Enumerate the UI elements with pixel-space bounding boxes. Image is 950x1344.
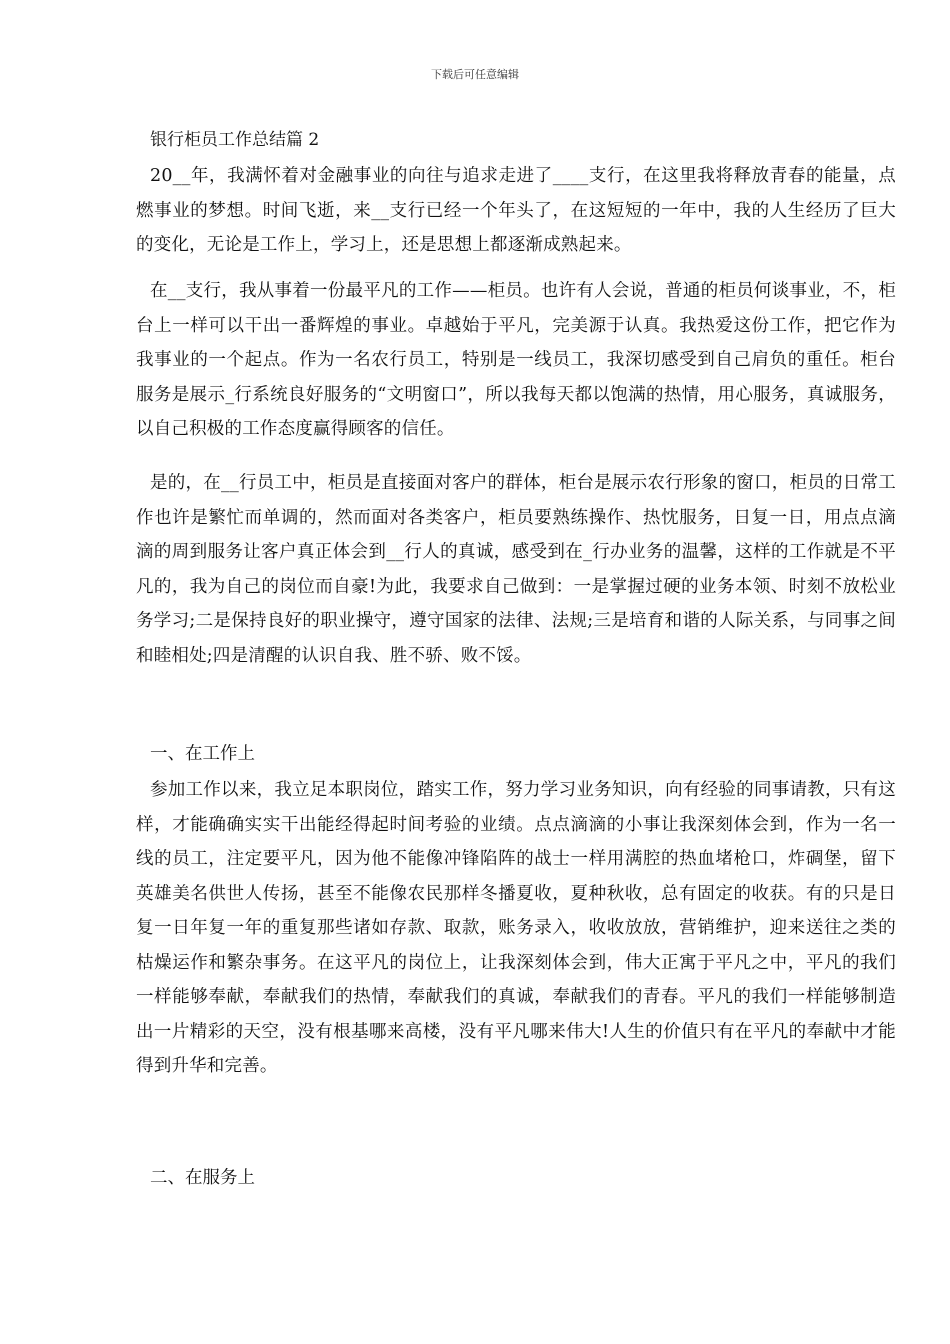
section-heading-service: 二、在服务上 <box>150 1168 255 1188</box>
section-heading-work: 一、在工作上 <box>150 744 255 764</box>
header-note: 下载后可任意编辑 <box>431 68 519 81</box>
paragraph-requirements: 是的，在__行员工中，柜员是直接面对客户的群体，柜台是展示农行形象的窗口，柜员的日常工作也许是繁忙而单调的，然而面对各类客户，柜员要熟练操作、热忱服务，日复一日，用点点滴滴的周到服务让客户真正体会到__行人的真诚，感受到在_行办业务的温馨，这样的工作就是不平凡的，我为自己的岗位而自豪!为此，我要求自己做到：一是掌握过硬的业务本领、时刻不放松业务学习;二是保持良好的职业操守，遵守国家的法律、法规;三是培育和谐的人际关系，与同事之间和睦相处;四是清醒的认识自我、胜不骄、败不馁。 <box>136 473 896 666</box>
paragraph-intro: 20__年，我满怀着对金融事业的向往与追求走进了____支行，在这里我将释放青春的能量，点燃事业的梦想。时间飞逝，来__支行已经一个年头了，在这短短的一年中，我的人生经历了巨大的变化，无论是工作上，学习上，还是思想上都逐渐成熟起来。 <box>136 166 896 255</box>
paragraph-teller-role: 在__支行，我从事着一份最平凡的工作——柜员。也许有人会说，普通的柜员何谈事业，不，柜台上一样可以干出一番辉煌的事业。卓越始于平凡，完美源于认真。我热爱这份工作，把它作为我事业的一个起点。作为一名农行员工，特别是一线员工，我深切感受到自己肩负的重任。柜台服务是展示_行系统良好服务的“文明窗口”，所以我每天都以饱满的热情，用心服务，真诚服务，以自己积极的工作态度赢得顾客的信任。 <box>136 281 896 439</box>
paragraph-work: 参加工作以来，我立足本职岗位，踏实工作，努力学习业务知识，向有经验的同事请教，只有这样，才能确确实实干出能经得起时间考验的业绩。点点滴滴的小事让我深刻体会到，作为一名一线的员工，注定要平凡，因为他不能像冲锋陷阵的战士一样用满腔的热血堵枪口，炸碉堡，留下英雄美名供世人传扬，甚至不能像农民那样冬播夏收，夏种秋收，总有固定的收获。有的只是日复一日年复一年的重复那些诸如存款、取款，账务录入，收收放放，营销维护，迎来送往之类的枯燥运作和繁杂事务。在这平凡的岗位上，让我深刻体会到，伟大正寓于平凡之中，平凡的我们一样能够奉献，奉献我们的热情，奉献我们的真诚，奉献我们的青春。平凡的我们一样能够制造出一片精彩的天空，没有根基哪来高楼，没有平凡哪来伟大!人生的价值只有在平凡的奉献中才能得到升华和完善。 <box>136 780 896 1076</box>
document-title: 银行柜员工作总结篇 2 <box>150 130 320 150</box>
